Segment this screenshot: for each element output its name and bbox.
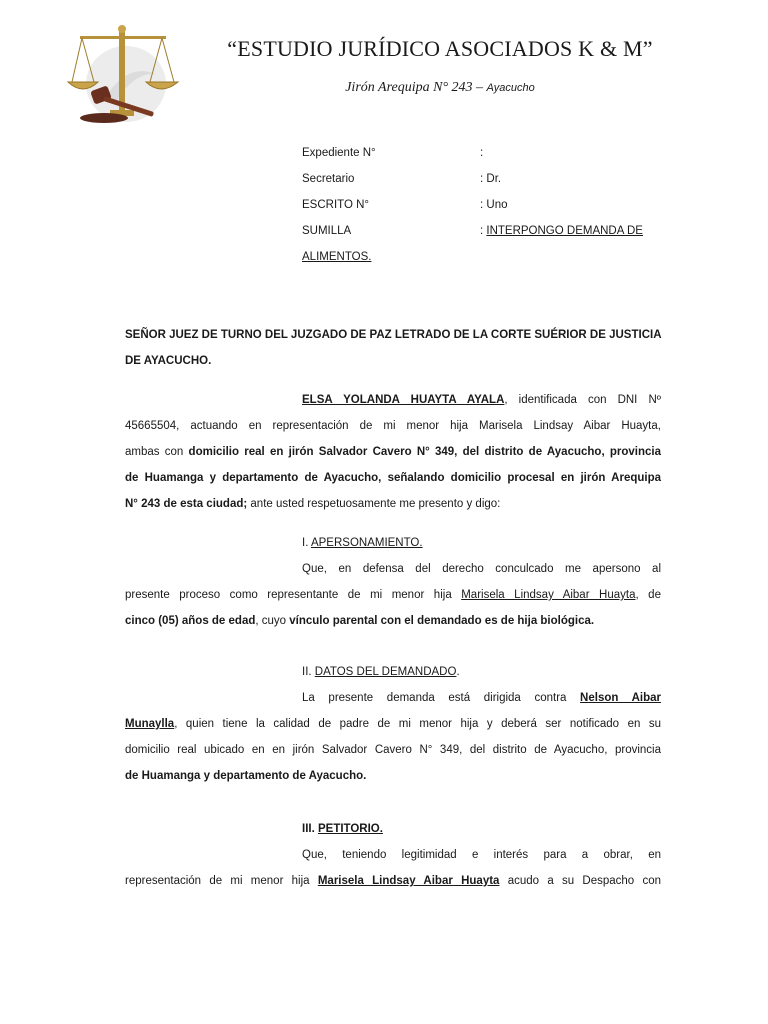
section-2-text: , quien tiene la calidad de padre de mi menor hija y deberá ser notificado en su <box>174 718 661 730</box>
expediente-value: : <box>480 147 484 159</box>
section-2-title: DATOS DEL DEMANDADO <box>314 666 457 678</box>
section-1-text: presente proceso como representante de mi menor hija <box>125 589 462 601</box>
defendant-address: domicilio real ubicado en en jirón Salvador Cavero N° 349, del distrito de Ayacucho, provincia <box>125 744 661 756</box>
intro-line-2 <box>125 420 661 432</box>
defendant-address-cont: de Huamanga y departamento de Ayacucho. <box>125 770 367 782</box>
section-2-line-3 <box>125 744 661 756</box>
section-3-line-2 <box>125 875 661 887</box>
defendant-name: Nelson Aibar <box>580 692 661 704</box>
addressee-line-2: DE AYACUCHO. <box>125 355 212 367</box>
minor-name: Marisela Lindsay Aibar Huayta <box>461 589 636 601</box>
intro-line-1 <box>302 394 661 406</box>
intro-text: 45665504, actuando en representación de mi menor hija <box>125 420 480 432</box>
sumilla-text-1: INTERPONGO DEMANDA DE <box>486 225 643 237</box>
section-1-text-end: , de <box>635 589 661 601</box>
section-1-number: I. <box>302 537 311 549</box>
firm-street: Jirón Arequipa N° 243 <box>345 80 473 95</box>
intro-line-5 <box>125 498 661 510</box>
intro-closing: ante usted respetuosamente me presento y digo: <box>247 498 501 510</box>
section-3-number: III. <box>302 823 318 835</box>
section-3-text: representación de mi menor hija <box>125 875 318 887</box>
section-1-line-2 <box>125 589 661 601</box>
section-3-title: PETITORIO. <box>317 823 383 835</box>
escrito-value: : Uno <box>480 199 508 211</box>
minor-name: Marisela Lindsay Aibar Huayta <box>479 420 658 432</box>
section-1-title: APERSONAMIENTO. <box>310 537 423 549</box>
section-2-period: . <box>456 666 460 678</box>
procedural-address-cont: N° 243 de esta ciudad; <box>125 498 248 510</box>
intro-line-3 <box>125 446 661 458</box>
expediente-label: Expediente N° <box>302 147 376 159</box>
intro-comma: , <box>657 420 661 432</box>
escrito-label: ESCRITO N° <box>302 199 370 211</box>
section-2-heading <box>302 666 460 678</box>
plaintiff-name: ELSA YOLANDA HUAYTA AYALA <box>302 394 505 406</box>
section-1-line-3 <box>125 615 661 627</box>
minor-name: Marisela Lindsay Aibar Huayta <box>317 875 500 887</box>
firm-address <box>150 80 730 96</box>
section-2-line-4 <box>125 770 661 782</box>
section-2-text: La presente demanda está dirigida contra <box>302 692 581 704</box>
intro-line-4 <box>125 472 661 484</box>
parental-link: vínculo parental con el demandado es de hija biológica. <box>289 615 595 627</box>
section-1-heading <box>302 537 423 549</box>
minor-age: cinco (05) años de edad <box>125 615 256 627</box>
section-2-number: II. <box>302 666 315 678</box>
sumilla-label: SUMILLA <box>302 225 352 237</box>
real-address: domicilio real en jirón Salvador Cavero N° 349, del distrito de Ayacucho, provincia <box>188 446 662 458</box>
section-2-line-1 <box>302 692 661 704</box>
firm-city: Ayacucho <box>486 82 535 94</box>
sumilla-value <box>480 225 643 237</box>
real-address-cont: de Huamanga y departamento de Ayacucho, <box>125 472 382 484</box>
section-2-line-2 <box>125 718 661 730</box>
secretario-label: Secretario <box>302 173 355 185</box>
sumilla-colon: : <box>480 225 487 237</box>
addressee-line-1: SEÑOR JUEZ DE TURNO DEL JUZGADO DE PAZ LETRADO DE LA CORTE SUÉRIOR DE JUSTICIA <box>125 329 662 341</box>
address-dash: – <box>472 80 487 95</box>
section-3-line-1: Que, teniendo legitimidad e interés para a obrar, en <box>302 849 661 861</box>
section-3-heading <box>302 823 383 835</box>
procedural-address: señalando domicilio procesal en jirón Arequipa <box>381 472 661 484</box>
sumilla-text-2: ALIMENTOS. <box>302 251 372 263</box>
intro-dni-label: , identificada con DNI Nº <box>504 394 661 406</box>
section-3-text-end: acudo a su Despacho con <box>499 875 661 887</box>
secretario-value: : Dr. <box>480 173 502 185</box>
section-1-line-1: Que, en defensa del derecho conculcado me apersono al <box>302 563 661 575</box>
section-1-text: , cuyo <box>255 615 290 627</box>
intro-text: ambas con <box>125 446 189 458</box>
defendant-name-cont: Munaylla <box>125 718 175 730</box>
firm-name: “ESTUDIO JURÍDICO ASOCIADOS K & M” <box>227 36 653 61</box>
